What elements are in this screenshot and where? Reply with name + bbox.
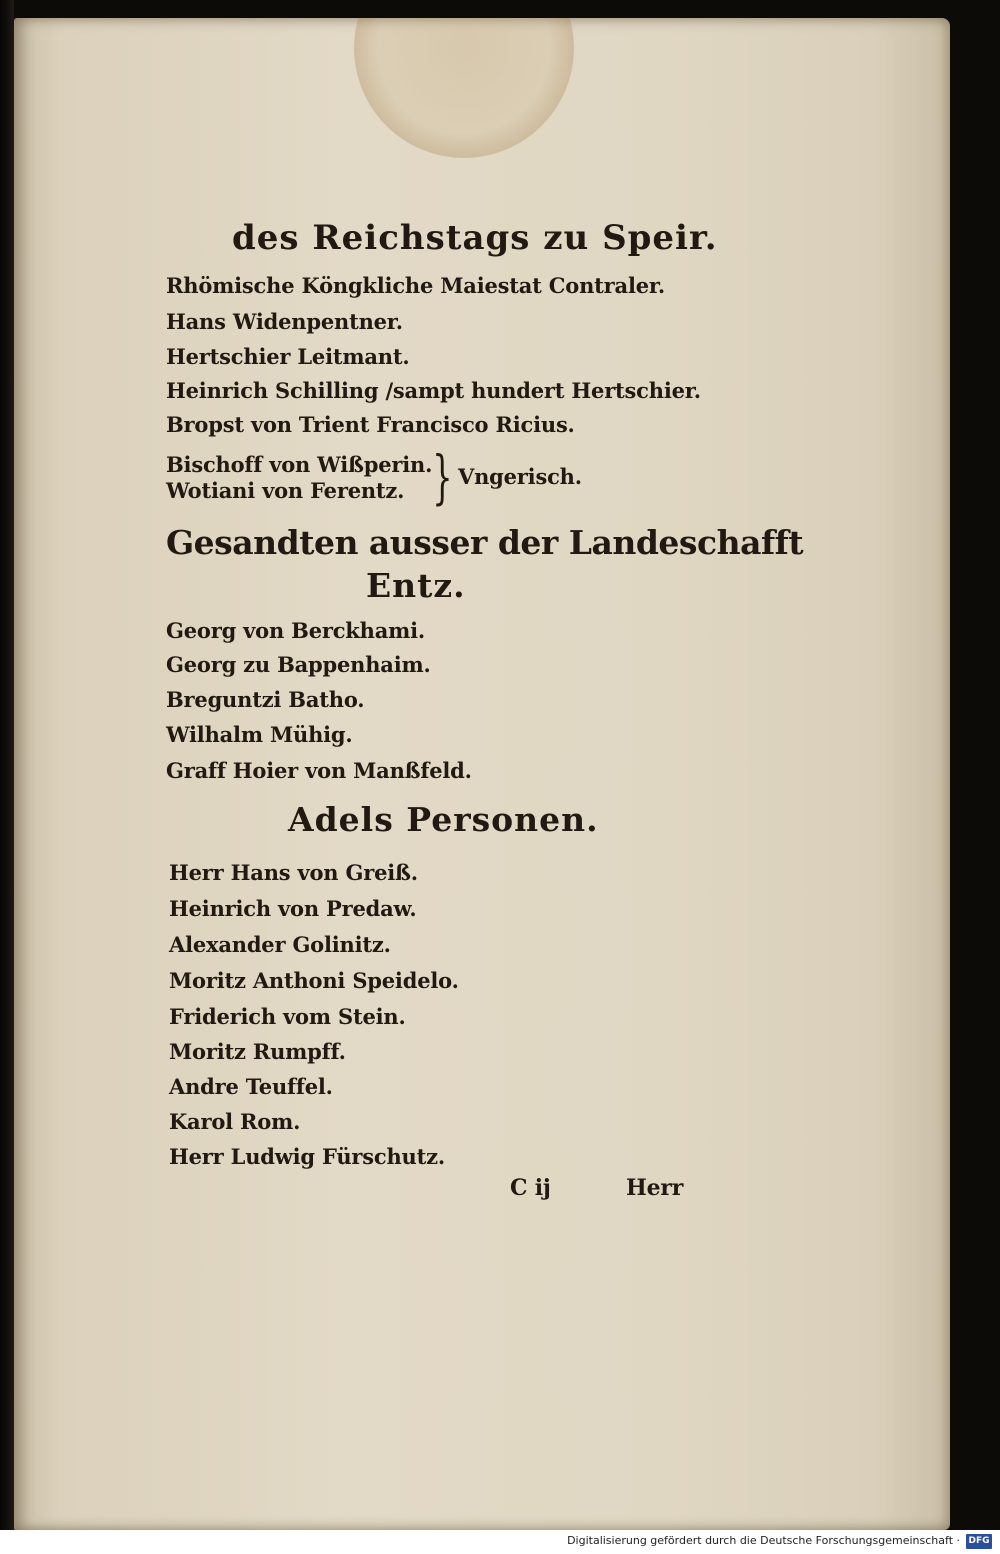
list-item: Moritz Anthoni Speidelo. xyxy=(169,968,459,993)
scan-edge xyxy=(0,0,14,1530)
list-item: Heinrich von Predaw. xyxy=(169,896,417,921)
heading-gesandten: Gesandten ausser der Landeschafft xyxy=(166,523,804,562)
water-stain xyxy=(354,18,574,158)
catchword: Herr xyxy=(626,1175,684,1201)
list-item: Alexander Golinitz. xyxy=(169,932,391,957)
list-item: Georg von Berckhami. xyxy=(166,618,426,643)
list-item: Breguntzi Batho. xyxy=(166,687,365,712)
list-item: Herr Hans von Greiß. xyxy=(169,860,418,885)
list-item: Rhömische Köngkliche Maiestat Contraler. xyxy=(166,273,665,298)
list-item: Friderich vom Stein. xyxy=(169,1004,406,1029)
list-item: Andre Teuffel. xyxy=(169,1074,333,1099)
heading-adels-personen: Adels Personen. xyxy=(288,800,599,839)
list-item: Moritz Rumpff. xyxy=(169,1039,346,1064)
brace-glyph: } xyxy=(432,443,453,511)
list-item: Herr Ludwig Fürschutz. xyxy=(169,1144,445,1169)
list-item-bishop: Bischoff von Wißperin. xyxy=(166,452,433,477)
list-item: Georg zu Bappenhaim. xyxy=(166,652,431,677)
dfg-logo: DFG xyxy=(966,1534,992,1549)
list-item: Karol Rom. xyxy=(169,1109,301,1134)
list-item: Bropst von Trient Francisco Ricius. xyxy=(166,412,575,437)
heading-reichstag: des Reichstags zu Speir. xyxy=(232,218,718,258)
heading-gesandten-cont: Entz. xyxy=(366,566,466,605)
list-item: Graff Hoier von Manßfeld. xyxy=(166,758,472,783)
list-item-wotiani: Wotiani von Ferentz. xyxy=(166,478,405,503)
footer-credit: Digitalisierung gefördert durch die Deutsche Forschungsgemeinschaft · xyxy=(567,1534,960,1547)
list-item: Hans Widenpentner. xyxy=(166,309,403,334)
signature-mark: C ij xyxy=(510,1175,551,1201)
list-item: Heinrich Schilling /sampt hundert Hertschier. xyxy=(166,378,701,403)
book-page xyxy=(14,18,950,1530)
list-item: Hertschier Leitmant. xyxy=(166,344,410,369)
label-vngerisch: Vngerisch. xyxy=(458,464,582,489)
list-item: Wilhalm Mühig. xyxy=(166,722,353,747)
